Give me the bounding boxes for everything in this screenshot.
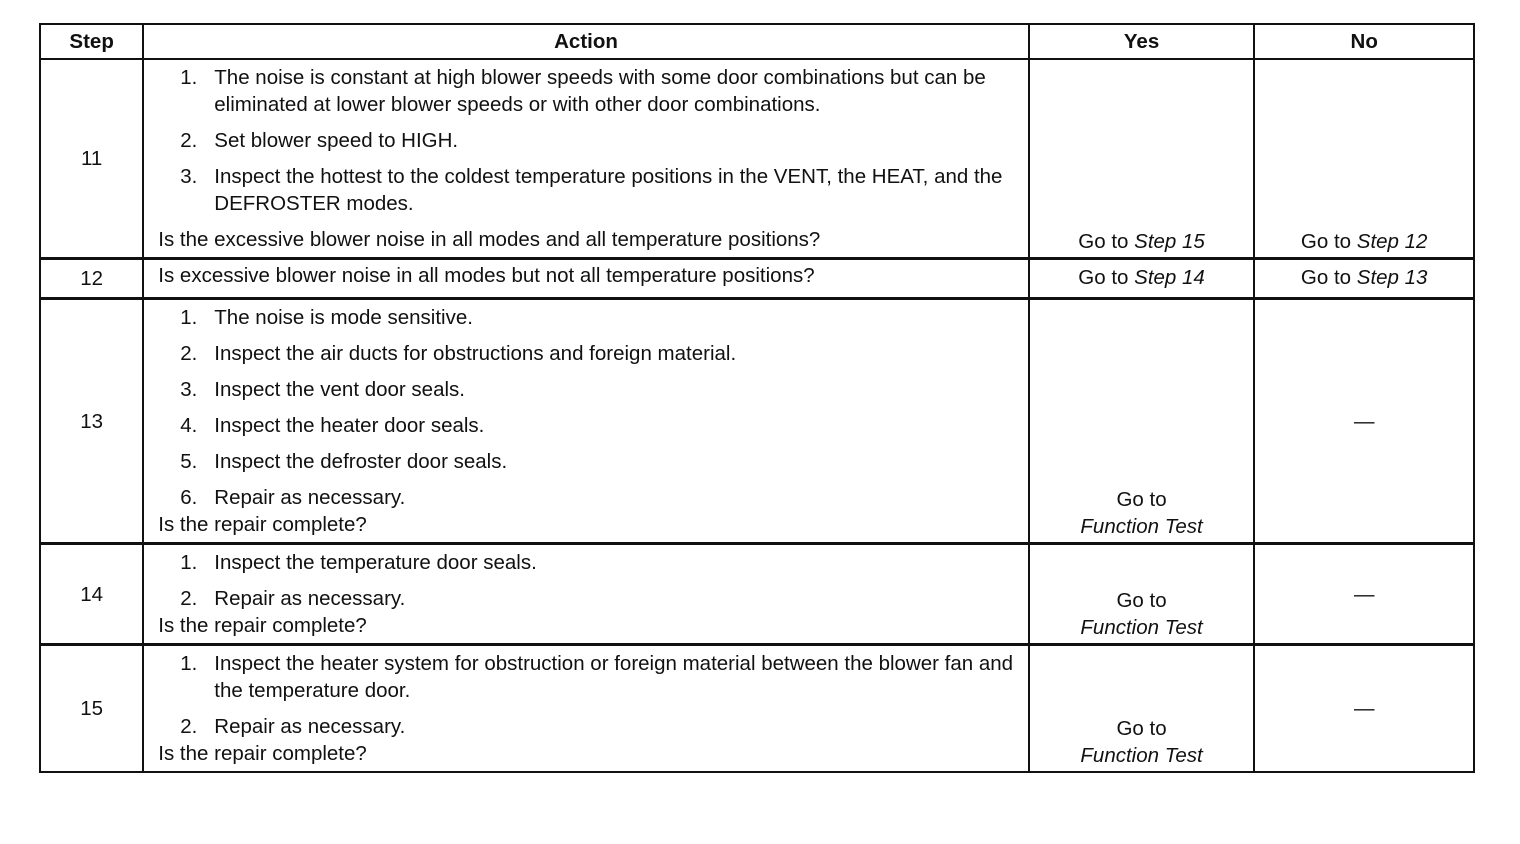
step-number: 11 bbox=[40, 59, 143, 259]
item-text: The noise is mode sensitive. bbox=[214, 306, 473, 329]
goto-target: Function Test bbox=[1080, 744, 1203, 767]
action-item bbox=[158, 484, 1017, 511]
table-row bbox=[40, 259, 1474, 299]
item-text: Repair as necessary. bbox=[214, 587, 406, 610]
action-list bbox=[158, 64, 1017, 217]
item-text: Inspect the vent door seals. bbox=[214, 378, 465, 401]
action-list bbox=[158, 650, 1017, 740]
goto-target: Step 13 bbox=[1356, 266, 1428, 289]
goto-target: Step 12 bbox=[1356, 230, 1428, 253]
goto-prefix: Go to bbox=[1116, 589, 1167, 612]
item-number: 2. bbox=[180, 587, 198, 610]
no-cell bbox=[1254, 59, 1474, 259]
step-number: 14 bbox=[40, 544, 143, 645]
action-item bbox=[158, 549, 1017, 576]
goto-target: Step 15 bbox=[1134, 230, 1205, 253]
action-item bbox=[158, 412, 1017, 439]
item-text: Inspect the hottest to the coldest temperature positions in the VENT, the HEAT, and the DEFROSTER modes. bbox=[214, 165, 1003, 215]
yes-cell bbox=[1029, 259, 1255, 299]
item-number: 3. bbox=[180, 378, 198, 401]
action-item bbox=[158, 376, 1017, 403]
header-no: No bbox=[1254, 24, 1474, 59]
item-text: Inspect the air ducts for obstructions and foreign material. bbox=[214, 342, 737, 365]
goto-target: Function Test bbox=[1080, 515, 1203, 538]
step-number: 15 bbox=[40, 645, 143, 773]
step-number: 13 bbox=[40, 299, 143, 544]
goto-prefix: Go to bbox=[1078, 266, 1129, 289]
item-text: Inspect the heater system for obstruction or foreign material between the blower fan and the temperature door. bbox=[214, 652, 1014, 702]
goto-prefix: Go to bbox=[1116, 717, 1167, 740]
item-text: Repair as necessary. bbox=[214, 486, 406, 509]
yes-cell bbox=[1029, 59, 1255, 259]
item-number: 2. bbox=[180, 342, 198, 365]
yes-cell bbox=[1029, 544, 1255, 645]
goto-target: Step 14 bbox=[1134, 266, 1205, 289]
action-cell bbox=[143, 59, 1028, 259]
item-number: 1. bbox=[180, 551, 198, 574]
item-text: Inspect the defroster door seals. bbox=[214, 450, 508, 473]
item-number: 1. bbox=[180, 652, 198, 675]
action-item bbox=[158, 340, 1017, 367]
action-item bbox=[158, 713, 1017, 740]
item-text: Inspect the heater door seals. bbox=[214, 414, 485, 437]
item-text: Inspect the temperature door seals. bbox=[214, 551, 537, 574]
table-row bbox=[40, 645, 1474, 773]
goto-prefix: Go to bbox=[1300, 230, 1352, 253]
action-list bbox=[158, 549, 1017, 612]
action-cell bbox=[143, 259, 1028, 299]
item-number: 6. bbox=[180, 486, 198, 509]
action-cell bbox=[143, 544, 1028, 645]
goto-prefix: Go to bbox=[1300, 266, 1352, 289]
item-number: 2. bbox=[180, 715, 198, 738]
item-number: 3. bbox=[180, 165, 198, 188]
yes-cell bbox=[1029, 299, 1255, 544]
table-row bbox=[40, 299, 1474, 544]
question: Is the repair complete? bbox=[158, 513, 367, 536]
no-cell bbox=[1254, 259, 1474, 299]
item-text: The noise is constant at high blower speeds with some door combinations but can be eliminated at lower blower speeds or with other door combinations. bbox=[214, 66, 986, 116]
no-cell: — bbox=[1254, 645, 1474, 773]
header-step: Step bbox=[40, 24, 143, 59]
yes-cell bbox=[1029, 645, 1255, 773]
question: Is the repair complete? bbox=[158, 742, 367, 765]
action-cell bbox=[143, 645, 1028, 773]
header-action: Action bbox=[143, 24, 1028, 59]
action-item bbox=[158, 127, 1017, 154]
item-number: 2. bbox=[180, 129, 198, 152]
action-item bbox=[158, 163, 1017, 217]
table-header-row bbox=[40, 24, 1474, 59]
item-number: 1. bbox=[180, 306, 198, 329]
action-item bbox=[158, 585, 1017, 612]
table-row bbox=[40, 544, 1474, 645]
item-text: Repair as necessary. bbox=[214, 715, 406, 738]
action-item bbox=[158, 304, 1017, 331]
action-list bbox=[158, 304, 1017, 511]
no-cell: — bbox=[1254, 299, 1474, 544]
item-number: 1. bbox=[180, 66, 198, 89]
no-cell: — bbox=[1254, 544, 1474, 645]
action-item bbox=[158, 448, 1017, 475]
goto-prefix: Go to bbox=[1116, 488, 1167, 511]
item-number: 4. bbox=[180, 414, 198, 437]
goto-target: Function Test bbox=[1080, 616, 1203, 639]
action-cell bbox=[143, 299, 1028, 544]
question: Is excessive blower noise in all modes but not all temperature positions? bbox=[158, 264, 815, 287]
item-text: Set blower speed to HIGH. bbox=[214, 129, 459, 152]
header-yes: Yes bbox=[1029, 24, 1255, 59]
item-number: 5. bbox=[180, 450, 198, 473]
question: Is the repair complete? bbox=[158, 614, 367, 637]
question: Is the excessive blower noise in all modes and all temperature positions? bbox=[158, 228, 821, 251]
action-item bbox=[158, 64, 1017, 118]
diagnostic-table bbox=[39, 23, 1475, 773]
table-row bbox=[40, 59, 1474, 259]
step-number: 12 bbox=[40, 259, 143, 299]
goto-prefix: Go to bbox=[1078, 230, 1129, 253]
action-item bbox=[158, 650, 1017, 704]
